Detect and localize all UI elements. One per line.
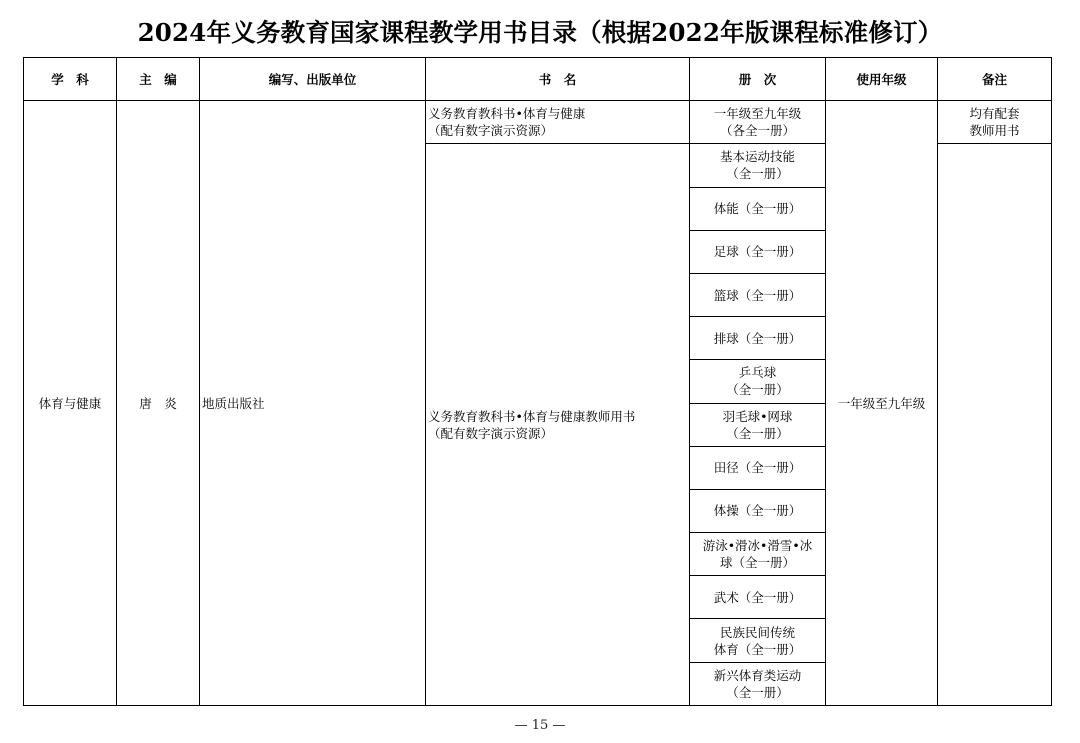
header-subject: 学 科	[24, 58, 117, 101]
book-name-line: 义务教育教科书•体育与健康教师用书	[428, 408, 636, 424]
remark-cell-empty	[938, 144, 1052, 706]
volume-line: 体操（全一册）	[713, 503, 802, 519]
book-name-cell	[426, 101, 690, 144]
remark-line: 教师用书	[969, 123, 1020, 139]
volume-cell	[690, 230, 826, 273]
header-publisher: 编写、出版单位	[200, 58, 426, 101]
volume-line: 足球（全一册）	[713, 244, 802, 260]
volume-line: 民族民间传统	[719, 624, 795, 640]
book-name-line: 义务教育教科书•体育与健康	[428, 106, 586, 122]
volume-cell	[690, 533, 826, 576]
book-name-note: （配有数字演示资源）	[428, 425, 554, 441]
volume-cell	[690, 619, 826, 662]
book-name-note: （配有数字演示资源）	[428, 123, 554, 139]
table-row	[24, 101, 1052, 144]
remark-line: 均有配套	[969, 106, 1020, 122]
volume-line: 乒乓球	[738, 365, 777, 381]
header-grade: 使用年级	[826, 58, 938, 101]
volume-line: 新兴体育类运动	[713, 667, 802, 683]
volume-note: 体育（全一册）	[713, 641, 802, 657]
volume-cell	[690, 662, 826, 705]
volume-cell	[690, 187, 826, 230]
textbook-catalog-table	[23, 57, 1052, 706]
volume-cell	[690, 403, 826, 446]
volume-cell	[690, 489, 826, 532]
book-name-cell	[426, 144, 690, 706]
volume-line: 篮球（全一册）	[713, 287, 802, 303]
header-book-name: 书 名	[426, 58, 690, 101]
volume-note: （全一册）	[726, 166, 789, 182]
remark-cell	[938, 101, 1052, 144]
volume-cell	[690, 360, 826, 403]
volume-line: 游泳•滑冰•滑雪•冰	[702, 538, 813, 554]
header-editor: 主 编	[117, 58, 200, 101]
volume-note: （全一册）	[726, 684, 789, 700]
volume-line: 一年级至九年级	[713, 106, 802, 122]
editor-cell: 唐 炎	[117, 101, 200, 706]
header-volume: 册 次	[690, 58, 826, 101]
volume-line: 排球（全一册）	[713, 330, 802, 346]
volume-cell	[690, 101, 826, 144]
volume-note: （各全一册）	[719, 123, 795, 139]
volume-note: （全一册）	[726, 425, 789, 441]
volume-cell	[690, 317, 826, 360]
publisher-cell: 地质出版社	[200, 101, 426, 706]
volume-line: 武术（全一册）	[713, 589, 802, 605]
subject-cell: 体育与健康	[24, 101, 117, 706]
table-header-row	[24, 58, 1052, 101]
page-number: — 15 —	[514, 718, 566, 733]
volume-line: 田径（全一册）	[713, 460, 802, 476]
grade-cell: 一年级至九年级	[826, 101, 938, 706]
volume-cell	[690, 273, 826, 316]
volume-cell	[690, 446, 826, 489]
header-remark: 备注	[938, 58, 1052, 101]
volume-line: 基本运动技能	[719, 149, 795, 165]
volume-note: 球（全一册）	[719, 555, 795, 571]
volume-cell	[690, 576, 826, 619]
volume-line: 体能（全一册）	[713, 201, 802, 217]
volume-note: （全一册）	[726, 382, 789, 398]
page-title: 2024年义务教育国家课程教学用书目录（根据2022年版课程标准修订）	[137, 18, 943, 47]
volume-cell	[690, 144, 826, 187]
volume-line: 羽毛球•网球	[722, 408, 793, 424]
